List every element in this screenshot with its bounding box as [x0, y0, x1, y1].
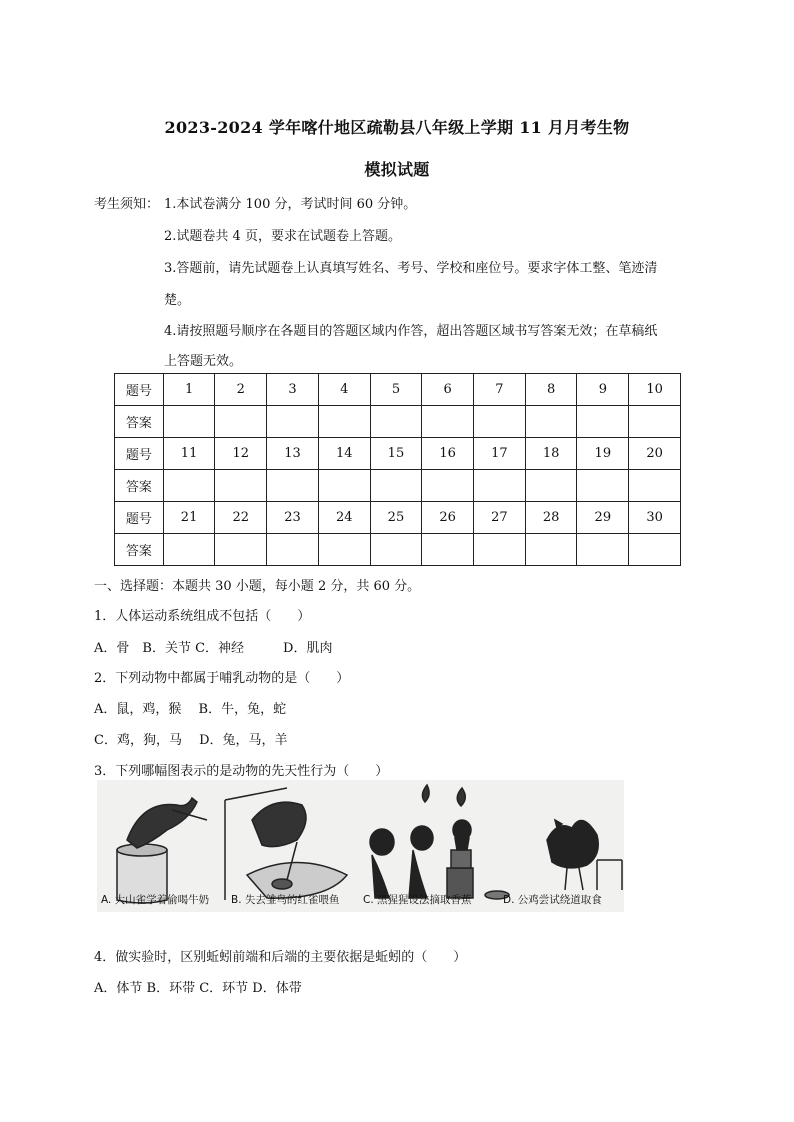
notice-item: 1.本试卷满分 100 分，考试时间 60 分钟。 [164, 197, 417, 212]
notice-item: 楚。 [164, 293, 191, 308]
question-stem: 4．做实验时，区别蚯蚓前端和后端的主要依据是蚯蚓的（ ） [94, 950, 467, 965]
behavior-figure [97, 780, 624, 912]
answer-cell[interactable] [370, 470, 422, 502]
question-number-cell: 29 [577, 502, 629, 534]
answer-cell[interactable] [422, 534, 474, 566]
number-row [115, 374, 681, 406]
notice-item: 上答题无效。 [164, 354, 243, 369]
answer-cell[interactable] [370, 406, 422, 438]
number-row [115, 502, 681, 534]
answer-cell[interactable] [318, 406, 370, 438]
question-number-cell: 6 [422, 374, 474, 406]
answer-row [115, 470, 681, 502]
question-number-cell: 8 [525, 374, 577, 406]
question-options: A．骨 B．关节 C．神经 D．肌肉 [94, 641, 333, 656]
answer-table [114, 373, 681, 566]
answer-cell[interactable] [577, 534, 629, 566]
question-stem: 3．下列哪幅图表示的是动物的先天性行为（ ） [94, 764, 389, 779]
question-number-cell: 2 [215, 374, 267, 406]
answer-cell[interactable] [215, 470, 267, 502]
exam-subtitle: 模拟试题 [364, 160, 430, 179]
question-number-cell: 26 [422, 502, 474, 534]
figure-caption: B. 失去雏鸟的红雀喂鱼 [231, 894, 340, 906]
question-number-cell: 28 [525, 502, 577, 534]
question-options: A．鼠，鸡，猴 B．牛，兔，蛇 [94, 702, 287, 717]
question-number-cell: 18 [525, 438, 577, 470]
question-number-cell: 5 [370, 374, 422, 406]
answer-cell[interactable] [629, 534, 681, 566]
notice-item: 4.请按照题号顺序在各题目的答题区域内作答，超出答题区域书写答案无效；在草稿纸 [164, 324, 658, 339]
question-number-cell: 23 [267, 502, 319, 534]
question-number-cell: 9 [577, 374, 629, 406]
number-label-cell: 题号 [115, 502, 164, 534]
answer-row [115, 534, 681, 566]
question-number-cell: 1 [163, 374, 215, 406]
question-number-cell: 4 [318, 374, 370, 406]
answer-cell[interactable] [163, 406, 215, 438]
notice-item: 2.试题卷共 4 页，要求在试题卷上答题。 [164, 229, 401, 244]
question-number-cell: 24 [318, 502, 370, 534]
number-label-cell: 题号 [115, 374, 164, 406]
question-number-cell: 3 [267, 374, 319, 406]
answer-cell[interactable] [318, 534, 370, 566]
question-number-cell: 22 [215, 502, 267, 534]
answer-cell[interactable] [370, 534, 422, 566]
answer-cell[interactable] [422, 406, 474, 438]
notice-label: 考生须知： [94, 197, 160, 212]
question-number-cell: 14 [318, 438, 370, 470]
figure-background [97, 780, 624, 912]
answer-cell[interactable] [474, 406, 526, 438]
answer-cell[interactable] [629, 470, 681, 502]
answer-cell[interactable] [163, 534, 215, 566]
question-number-cell: 30 [629, 502, 681, 534]
notice-item: 3.答题前，请先试题卷上认真填写姓名、考号、学校和座位号。要求字体工整、笔迹清 [164, 261, 658, 276]
question-number-cell: 21 [163, 502, 215, 534]
question-options: A．体节 B．环带 C．环节 D．体带 [94, 981, 302, 996]
number-row [115, 438, 681, 470]
answer-cell[interactable] [267, 534, 319, 566]
question-number-cell: 16 [422, 438, 474, 470]
answer-label-cell: 答案 [115, 534, 164, 566]
question-stem: 2．下列动物中都属于哺乳动物的是（ ） [94, 671, 350, 686]
answer-cell[interactable] [577, 470, 629, 502]
answer-cell[interactable] [215, 534, 267, 566]
answer-cell[interactable] [474, 470, 526, 502]
answer-cell[interactable] [422, 470, 474, 502]
question-stem: 1．人体运动系统组成不包括（ ） [94, 609, 311, 624]
question-number-cell: 20 [629, 438, 681, 470]
answer-cell[interactable] [629, 406, 681, 438]
answer-cell[interactable] [267, 406, 319, 438]
answer-row [115, 406, 681, 438]
answer-label-cell: 答案 [115, 470, 164, 502]
answer-label-cell: 答案 [115, 406, 164, 438]
question-number-cell: 10 [629, 374, 681, 406]
answer-cell[interactable] [577, 406, 629, 438]
answer-cell[interactable] [318, 470, 370, 502]
exam-title: 2023-2024 学年喀什地区疏勒县八年级上学期 11 月月考生物 [164, 118, 630, 137]
answer-cell[interactable] [525, 470, 577, 502]
figure-caption: D. 公鸡尝试绕道取食 [503, 894, 602, 906]
answer-cell[interactable] [525, 534, 577, 566]
answer-cell[interactable] [163, 470, 215, 502]
question-number-cell: 27 [474, 502, 526, 534]
answer-cell[interactable] [215, 406, 267, 438]
question-number-cell: 7 [474, 374, 526, 406]
figure-caption: C. 黑猩猩设法摘取香蕉 [363, 894, 472, 906]
question-number-cell: 15 [370, 438, 422, 470]
question-number-cell: 12 [215, 438, 267, 470]
question-number-cell: 17 [474, 438, 526, 470]
answer-cell[interactable] [474, 534, 526, 566]
question-number-cell: 25 [370, 502, 422, 534]
question-options: C．鸡，狗，马 D．兔，马，羊 [94, 733, 288, 748]
question-number-cell: 19 [577, 438, 629, 470]
section-header: 一、选择题：本题共 30 小题，每小题 2 分，共 60 分。 [94, 579, 421, 594]
question-number-cell: 13 [267, 438, 319, 470]
answer-cell[interactable] [525, 406, 577, 438]
figure-caption: A. 大山雀学着偷喝牛奶 [101, 894, 210, 906]
answer-cell[interactable] [267, 470, 319, 502]
number-label-cell: 题号 [115, 438, 164, 470]
question-number-cell: 11 [163, 438, 215, 470]
